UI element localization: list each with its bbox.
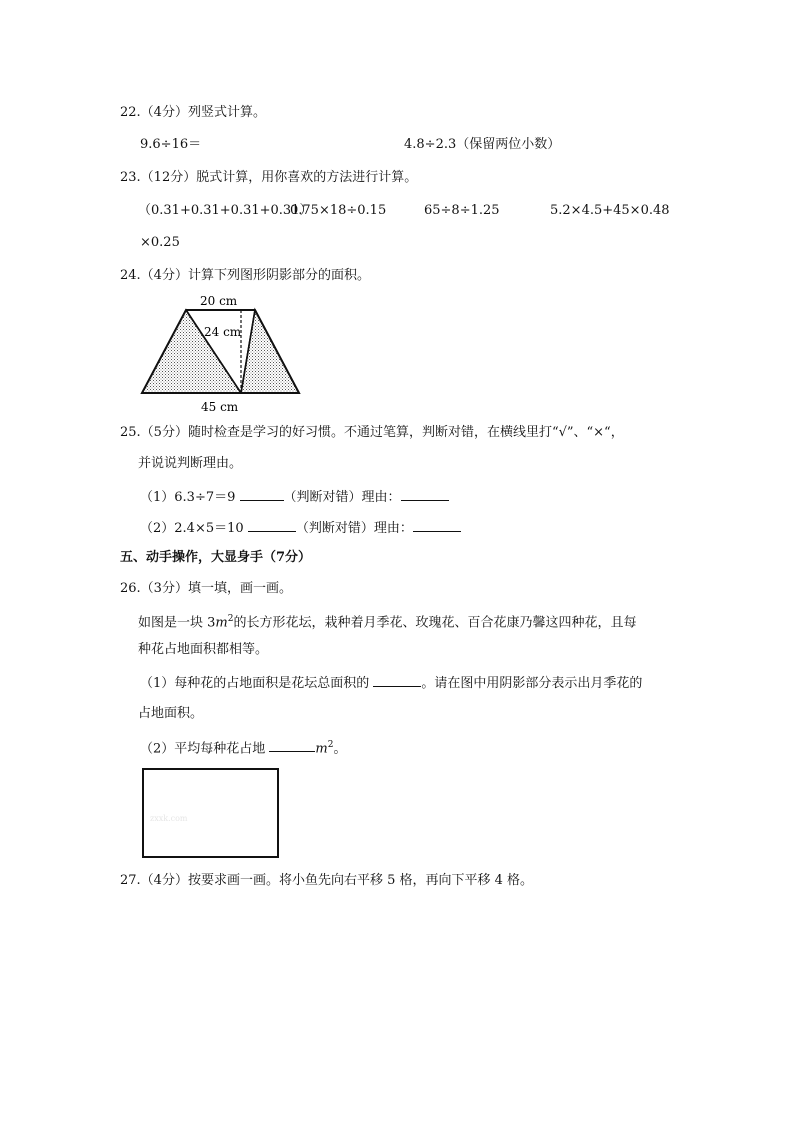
bottom-length-label: 45 cm bbox=[201, 400, 239, 414]
right-shaded-triangle bbox=[241, 310, 299, 393]
q23-wrap: ×0.25 bbox=[140, 235, 180, 250]
unit-m: m bbox=[215, 615, 228, 631]
unit-m: m bbox=[315, 741, 328, 757]
top-length-label: 20 cm bbox=[200, 294, 238, 308]
q26-desc-2: 种花占地面积都相等。 bbox=[138, 642, 269, 657]
sub1-text-a: （1）每种花的占地面积是花坛总面积的 bbox=[140, 676, 370, 691]
q26-sub1 bbox=[140, 673, 642, 693]
item-expression: 2.4×5＝10 bbox=[174, 521, 244, 536]
q23-item-1: （0.31+0.31+0.31+0.31） bbox=[138, 203, 313, 218]
item-expression: 6.3÷7＝9 bbox=[174, 490, 236, 505]
q23-item-3: 65÷8÷1.25 bbox=[424, 203, 500, 218]
judge-blank-1[interactable] bbox=[240, 487, 284, 501]
area-blank[interactable] bbox=[269, 738, 315, 752]
section-title: 五、动手操作，大显身手（7分） bbox=[120, 550, 312, 565]
item-number: （2） bbox=[140, 521, 175, 536]
flowerbed-rectangle[interactable] bbox=[142, 768, 279, 858]
q22-header: 22.（4分）列竖式计算。 bbox=[120, 105, 266, 120]
fraction-blank[interactable] bbox=[373, 673, 421, 687]
superscript-2: 2 bbox=[327, 740, 334, 750]
q25-header-2: 并说说判断理由。 bbox=[138, 456, 243, 471]
q22-item-1: 9.6÷16＝ bbox=[140, 137, 202, 152]
q23-header: 23.（12分）脱式计算，用你喜欢的方法进行计算。 bbox=[120, 170, 418, 185]
sub2-text: （2）平均每种花占地 bbox=[140, 741, 266, 757]
left-shaded-triangle bbox=[142, 310, 241, 393]
item-number: （1） bbox=[140, 490, 175, 505]
desc-text-b: 的长方形花坛，栽种着月季花、玫瑰花、百合花康乃馨这四种花，且每 bbox=[233, 615, 637, 631]
q25-header: 25.（5分）随时检查是学习的好习惯。不通过笔算，判断对错，在横线里打“√”、“×“， bbox=[120, 425, 624, 440]
watermark: zxxk.com bbox=[150, 814, 188, 823]
sub1-text-b: 。请在图中用阴影部分表示出月季花的 bbox=[421, 676, 643, 691]
q25-item-2 bbox=[140, 518, 461, 538]
q26-sub1-cont: 占地面积。 bbox=[138, 706, 204, 721]
q26-header: 26.（3分）填一填，画一画。 bbox=[120, 581, 292, 596]
reason-blank-2[interactable] bbox=[413, 518, 461, 532]
item-mid-text: （判断对错）理由： bbox=[295, 521, 413, 536]
reason-blank-1[interactable] bbox=[401, 487, 449, 501]
judge-blank-2[interactable] bbox=[248, 518, 296, 532]
q23-item-2: 0.75×18÷0.15 bbox=[290, 203, 387, 218]
trapezoid-figure bbox=[138, 290, 308, 416]
q23-item-4: 5.2×4.5+45×0.48 bbox=[550, 203, 670, 218]
height-length-label: 24 cm bbox=[204, 325, 242, 339]
desc-text-a: 如图是一块 3 bbox=[138, 615, 216, 631]
q25-item-1 bbox=[140, 487, 449, 507]
q22-item-2: 4.8÷2.3（保留两位小数） bbox=[404, 137, 561, 152]
q27-header: 27.（4分）按要求画一画。将小鱼先向右平移 5 格，再向下平移 4 格。 bbox=[120, 873, 534, 888]
q26-desc bbox=[138, 610, 636, 632]
q24-header: 24.（4分）计算下列图形阴影部分的面积。 bbox=[120, 268, 370, 283]
item-mid-text: （判断对错）理由： bbox=[283, 490, 401, 505]
q26-sub2: （2）平均每种花占地 $m^2$。 bbox=[140, 740, 347, 757]
superscript-2: 2 bbox=[227, 614, 234, 624]
